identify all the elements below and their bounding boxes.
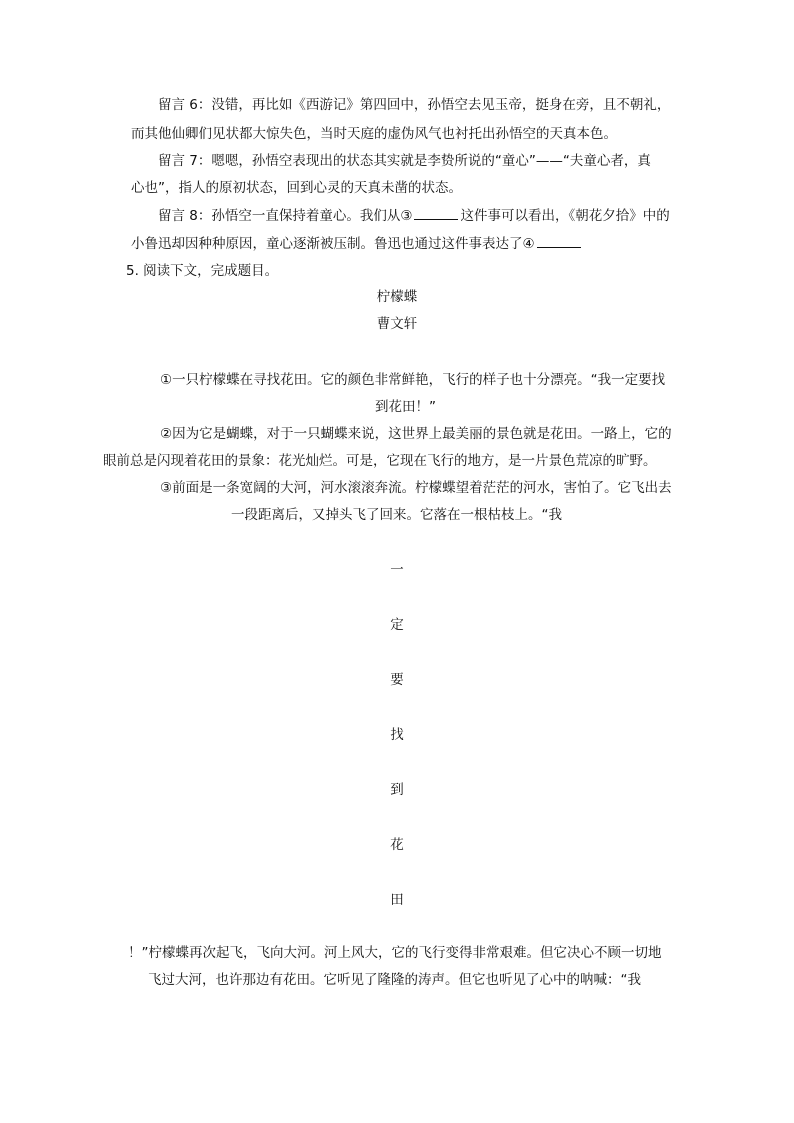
comment-6-line-1: 留言 6：没错，再比如《西游记》第四回中，孙悟空去见玉帝，挺身在旁，且不朝礼， — [158, 97, 671, 113]
comment-6-line-2: 而其他仙卿们见状都大惊失色，当时天庭的虚伪风气也衬托出孙悟空的天真本色。 — [131, 126, 617, 142]
vertical-char: 要 — [390, 672, 404, 688]
paragraph-4-line-2: 飞过大河，也许那边有花田。它听见了隆隆的涛声。但它也听见了心中的呐喊：“我 — [148, 972, 641, 988]
answer-blank-3[interactable] — [414, 205, 458, 220]
comment-7-line-1: 留言 7：嗯嗯，孙悟空表现出的状态其实就是李贽所说的“童心”——“夫童心者，真 — [158, 153, 651, 169]
vertical-char: 找 — [390, 727, 404, 743]
comment-8-text-b: 这件事可以看出，《朝花夕拾》中的 — [460, 208, 670, 224]
paragraph-2-line-2: 眼前总是闪现着花田的景象：花光灿烂。可是，它现在飞行的地方，是一片景色荒凉的旷野。 — [103, 453, 657, 469]
vertical-char: 花 — [390, 837, 404, 853]
paragraph-1-line-1: ①一只柠檬蝶在寻找花田。它的颜色非常鲜艳，飞行的样子也十分漂亮。“我一定要找 — [160, 372, 666, 388]
comment-8-text-a: 留言 8：孙悟空一直保持着童心。我们从③ — [158, 208, 413, 224]
vertical-char: 定 — [390, 617, 404, 633]
answer-blank-4[interactable] — [537, 233, 581, 248]
paragraph-3-line-2: 一段距离后，又掉头飞了回来。它落在一根枯枝上。“我 — [231, 507, 562, 523]
comment-8-line-1 — [158, 205, 670, 226]
comment-7-line-2: 心也”，指人的原初状态，回到心灵的天真未凿的状态。 — [131, 180, 462, 196]
vertical-char: 田 — [390, 892, 404, 908]
paragraph-3-line-1: ③前面是一条宽阔的大河，河水滚滚奔流。柠檬蝶望着茫茫的河水，害怕了。它飞出去 — [160, 480, 672, 496]
paragraph-4-line-1: ！”柠檬蝶再次起飞，飞向大河。河上风大，它的飞行变得非常艰难。但它决心不顾一切地 — [128, 945, 662, 961]
article-title: 柠檬蝶 — [376, 289, 418, 305]
vertical-char: 一 — [390, 562, 404, 578]
question-5-heading: 5. 阅读下文，完成题目。 — [126, 263, 279, 279]
paragraph-1-line-2: 到花田！” — [375, 399, 436, 415]
comment-8-text-c: 小鲁迅却因种种原因，童心逐渐被压制。鲁迅也通过这件事表达了④ — [131, 236, 535, 252]
paragraph-2-line-1: ②因为它是蝴蝶，对于一只蝴蝶来说，这世界上最美丽的景色就是花田。一路上，它的 — [160, 426, 672, 442]
comment-8-line-2 — [131, 233, 583, 254]
article-author: 曹文轩 — [376, 316, 418, 332]
vertical-char: 到 — [390, 782, 404, 798]
